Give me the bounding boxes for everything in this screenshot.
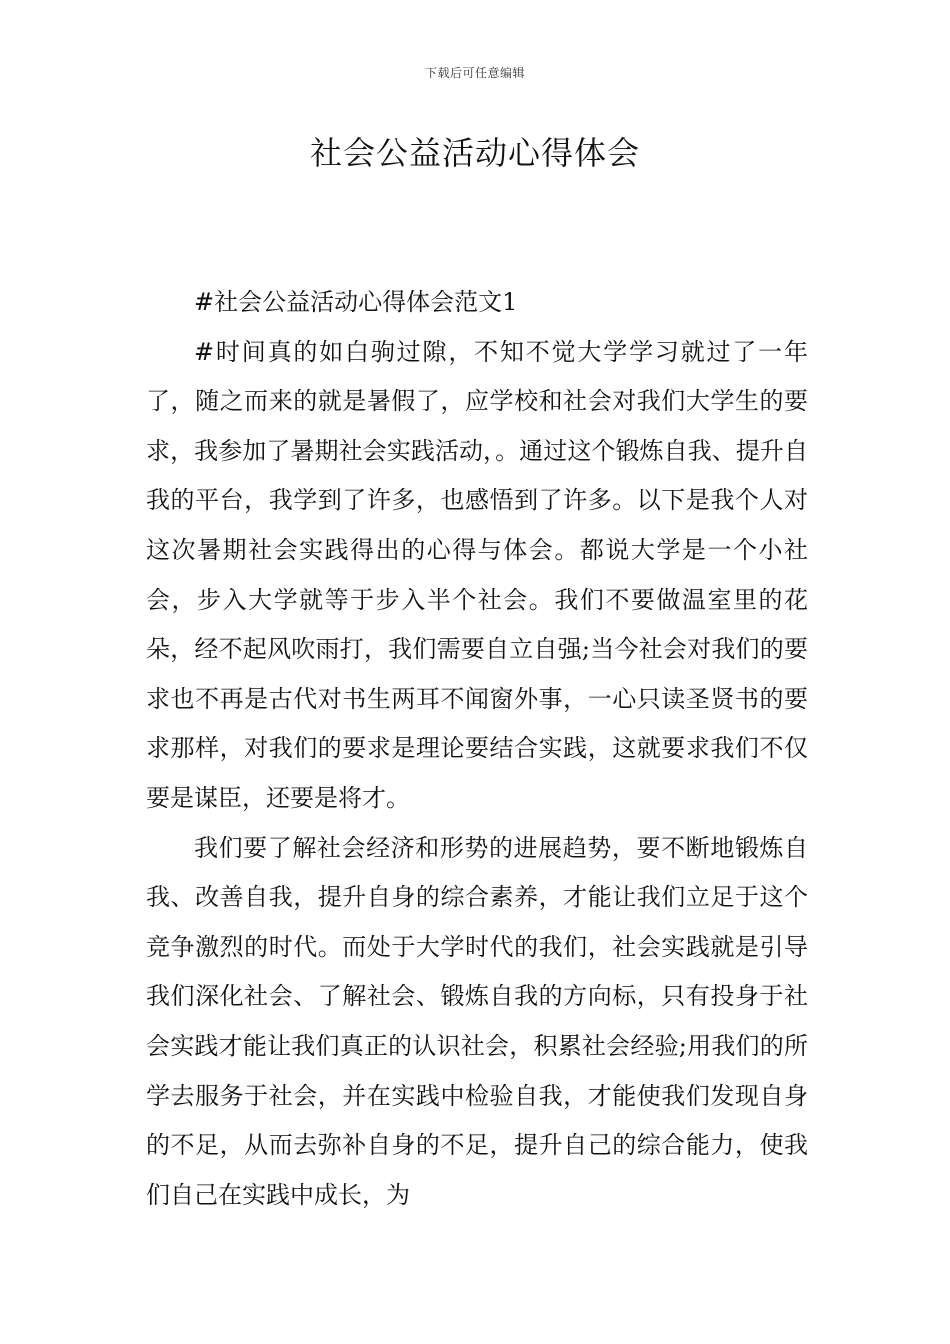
body-paragraph: 我们要了解社会经济和形势的进展趋势，要不断地锻炼自我、改善自我，提升自身的综合素养，才能让我们立足于这个竞争激烈的时代。而处于大学时代的我们，社会实践就是引导我们深化社会、了解社会、锻炼自我的方向标，只有投身于社会实践才能让我们真正的认识社会，积累社会经验;用我们的所学去服务于社会，并在实践中检验自我，才能使我们发现自身的不足，从而去弥补自身的不足，提升自己的综合能力，使我们自己在实践中成长，为: [146, 833, 808, 1209]
header-note: 下载后可任意编辑: [424, 66, 525, 80]
document-title: 社会公益活动心得体会: [309, 134, 640, 172]
body-paragraph: #时间真的如白驹过隙，不知不觉大学学习就过了一年了，随之而来的就是暑假了，应学校和社会对我们大学生的要求，我参加了暑期社会实践活动，。通过这个锻炼自我、提升自我的平台，我学到了许多，也感悟到了许多。以下是我个人对这次暑期社会实践得出的心得与体会。都说大学是一个小社会，步入大学就等于步入半个社会。我们不要做温室里的花朵，经不起风吹雨打，我们需要自立自强;当今社会对我们的要求也不再是古代对书生两耳不闻窗外事，一心只读圣贤书的要求那样，对我们的要求是理论要结合实践，这就要求我们不仅要是谋臣，还要是将才。: [146, 337, 808, 812]
section-heading: #社会公益活动心得体会范文1: [194, 288, 518, 316]
document-body: [146, 278, 808, 1220]
